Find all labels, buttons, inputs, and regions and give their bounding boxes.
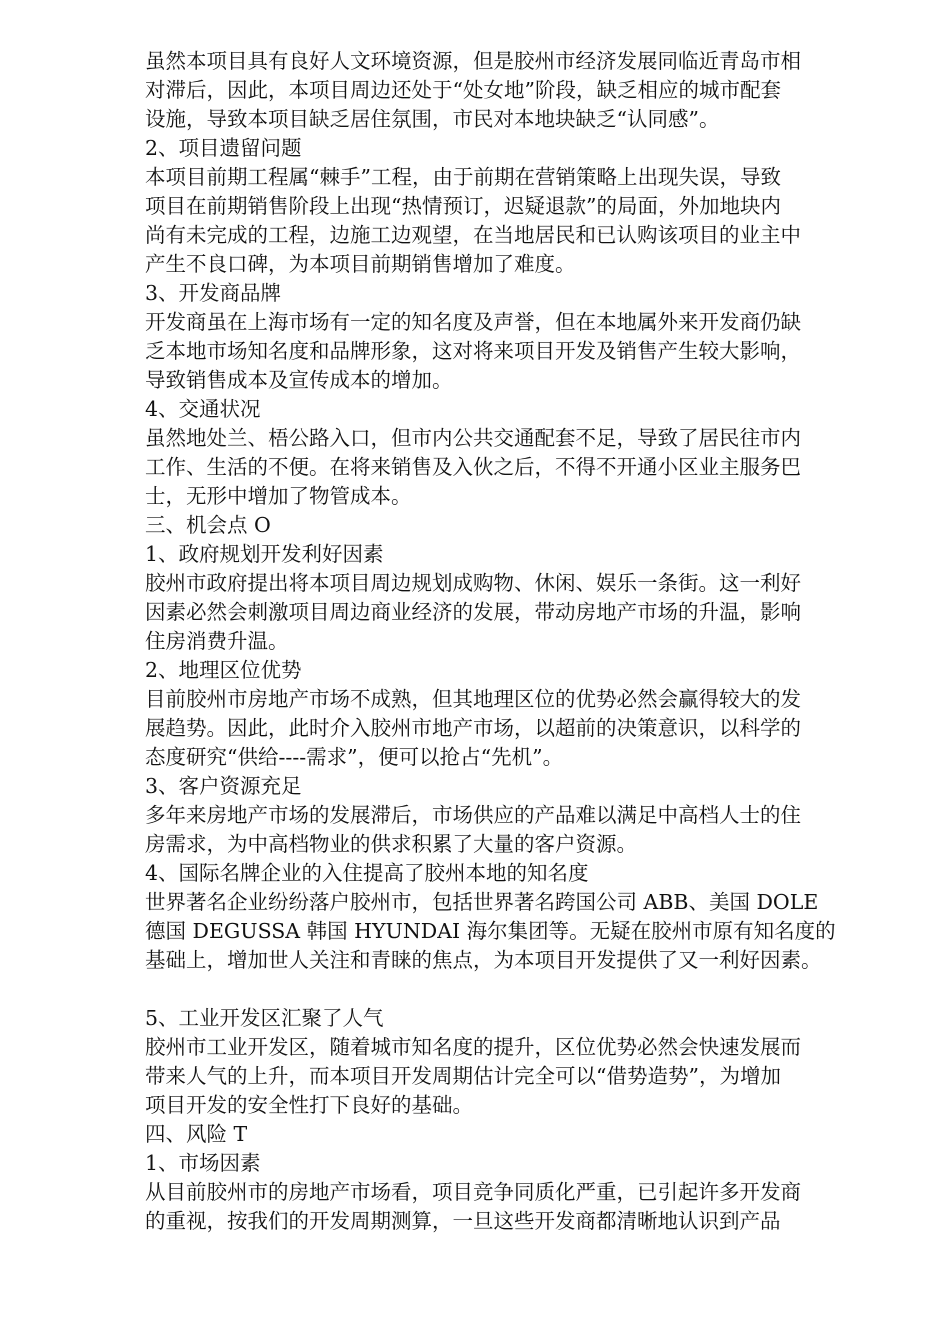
- paragraph-line: 从目前胶州市的房地产市场看，项目竞争同质化严重，已引起许多开发商: [145, 1180, 801, 1204]
- chapter-heading: 三、机会点 O: [145, 513, 271, 537]
- paragraph-line: 基础上，增加世人关注和青睐的焦点，为本项目开发提供了又一利好因素。: [145, 948, 822, 972]
- paragraph-line: 导致销售成本及宣传成本的增加。: [145, 368, 453, 392]
- paragraph-line: 项目在前期销售阶段上出现“热情预订，迟疑退款”的局面，外加地块内: [145, 194, 781, 218]
- paragraph-line: 本项目前期工程属“棘手”工程，由于前期在营销策略上出现失误，导致: [145, 165, 781, 189]
- paragraph-line: 虽然本项目具有良好人文环境资源，但是胶州市经济发展同临近青岛市相: [145, 49, 801, 73]
- section-heading: 4、交通状况: [145, 397, 261, 421]
- paragraph-line: 胶州市政府提出将本项目周边规划成购物、休闲、娱乐一条街。这一利好: [145, 571, 801, 595]
- section-heading: 1、市场因素: [145, 1151, 261, 1175]
- paragraph-line: 房需求，为中高档物业的供求积累了大量的客户资源。: [145, 832, 637, 856]
- chapter-heading: 四、风险 T: [145, 1122, 248, 1146]
- section-heading: 4、国际名牌企业的入住提高了胶州本地的知名度: [145, 861, 589, 885]
- section-heading: 3、开发商品牌: [145, 281, 282, 305]
- paragraph-line: 士，无形中增加了物管成本。: [145, 484, 412, 508]
- section-heading: 3、客户资源充足: [145, 774, 302, 798]
- paragraph-line: 住房消费升温。: [145, 629, 289, 653]
- paragraph-line: 对滞后，因此，本项目周边还处于“处女地”阶段，缺乏相应的城市配套: [145, 78, 781, 102]
- section-heading: 5、工业开发区汇聚了人气: [145, 1006, 384, 1030]
- paragraph-line: 德国 DEGUSSA 韩国 HYUNDAI 海尔集团等。无疑在胶州市原有知名度的: [145, 919, 836, 943]
- section-heading: 1、政府规划开发利好因素: [145, 542, 384, 566]
- paragraph-line: 多年来房地产市场的发展滞后，市场供应的产品难以满足中高档人士的住: [145, 803, 801, 827]
- paragraph-line: 因素必然会刺激项目周边商业经济的发展，带动房地产市场的升温，影响: [145, 600, 801, 624]
- paragraph-line: 胶州市工业开发区，随着城市知名度的提升，区位优势必然会快速发展而: [145, 1035, 801, 1059]
- paragraph-line: 乏本地市场知名度和品牌形象，这对将来项目开发及销售产生较大影响，: [145, 339, 801, 363]
- paragraph-line: 设施，导致本项目缺乏居住氛围，市民对本地块缺乏“认同感”。: [145, 107, 720, 131]
- paragraph-line: 展趋势。因此，此时介入胶州市地产市场，以超前的决策意识，以科学的: [145, 716, 801, 740]
- paragraph-line: 世界著名企业纷纷落户胶州市，包括世界著名跨国公司 ABB、美国 DOLE: [145, 890, 819, 914]
- paragraph-line: 虽然地处兰、梧公路入口，但市内公共交通配套不足，导致了居民往市内: [145, 426, 801, 450]
- paragraph-line: 目前胶州市房地产市场不成熟，但其地理区位的优势必然会赢得较大的发: [145, 687, 801, 711]
- paragraph-line: 的重视，按我们的开发周期测算，一旦这些开发商都清晰地认识到产品: [145, 1209, 781, 1233]
- paragraph-line: 态度研究“供给----需求”，便可以抢占“先机”。: [145, 745, 564, 769]
- blank-line: [145, 975, 875, 1004]
- paragraph-line: 尚有未完成的工程，边施工边观望，在当地居民和已认购该项目的业主中: [145, 223, 801, 247]
- document-page: [145, 47, 875, 1236]
- paragraph-line: 开发商虽在上海市场有一定的知名度及声誉，但在本地属外来开发商仍缺: [145, 310, 801, 334]
- section-heading: 2、地理区位优势: [145, 658, 302, 682]
- paragraph-line: 工作、生活的不便。在将来销售及入伙之后，不得不开通小区业主服务巴: [145, 455, 801, 479]
- section-heading: 2、项目遗留问题: [145, 136, 302, 160]
- paragraph-line: 带来人气的上升，而本项目开发周期估计完全可以“借势造势”，为增加: [145, 1064, 781, 1088]
- paragraph-line: 产生不良口碑，为本项目前期销售增加了难度。: [145, 252, 576, 276]
- paragraph-line: 项目开发的安全性打下良好的基础。: [145, 1093, 473, 1117]
